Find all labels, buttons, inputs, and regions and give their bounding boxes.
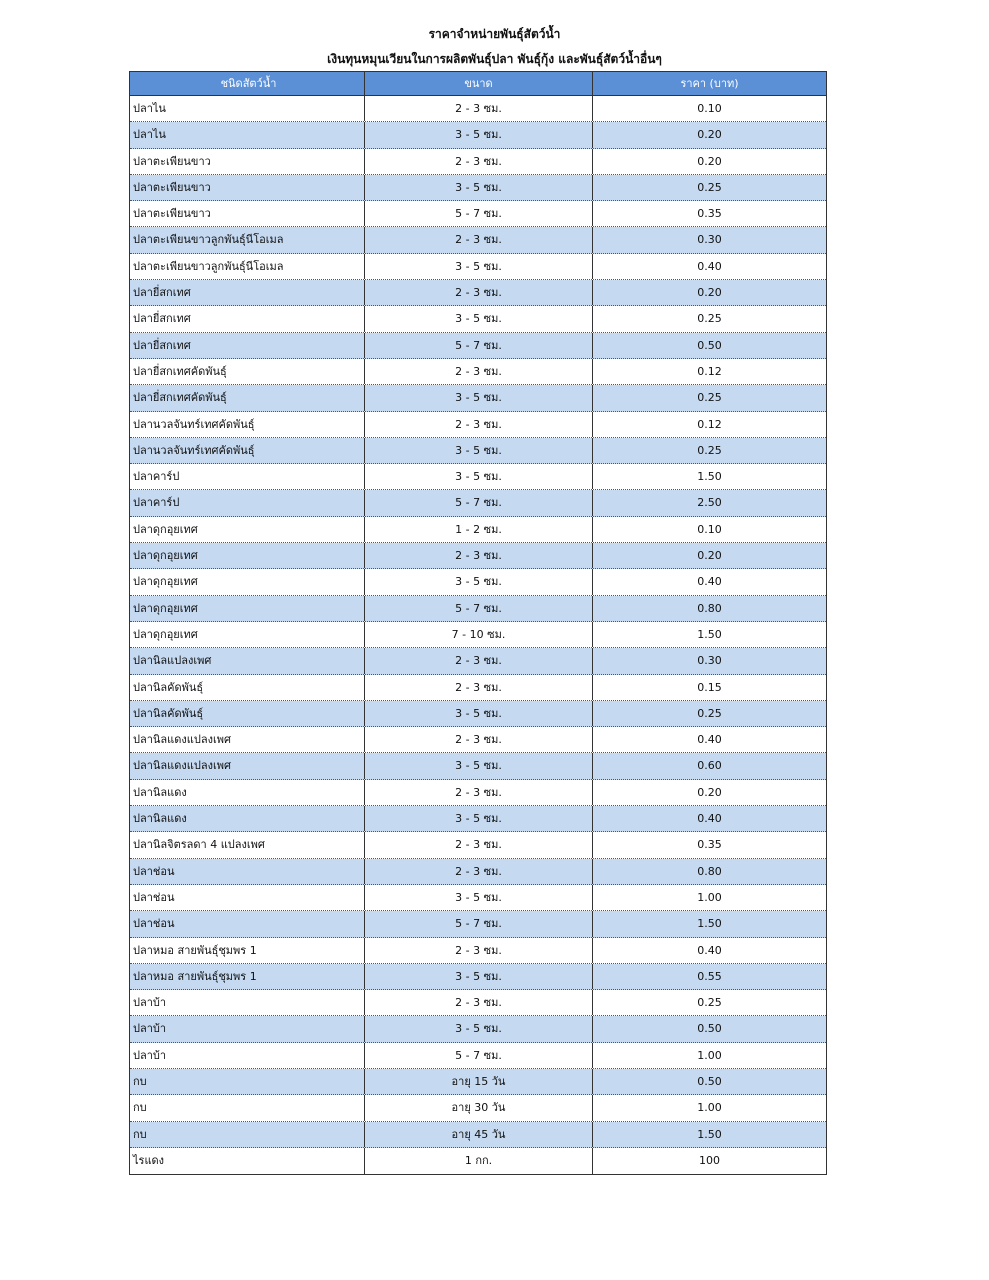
cell-price: 0.20 bbox=[697, 785, 722, 799]
table-row bbox=[130, 385, 826, 411]
table-row bbox=[130, 990, 826, 1016]
cell-species: ปลายี่สกเทศ bbox=[130, 333, 365, 358]
table-row bbox=[130, 412, 826, 438]
cell-species: ปลานิลจิตรลดา 4 แปลงเพศ bbox=[130, 832, 365, 857]
table-row bbox=[130, 569, 826, 595]
cell-size: 2 - 3 ซม. bbox=[365, 832, 593, 857]
cell-species: ปลาตะเพียนขาว bbox=[130, 175, 365, 200]
cell-species: ปลายี่สกเทศคัดพันธุ์ bbox=[130, 359, 365, 384]
cell-price: 0.20 bbox=[697, 128, 722, 142]
table-row bbox=[130, 1043, 826, 1069]
cell-species: ปลานิลแปลงเพศ bbox=[130, 648, 365, 673]
cell-price: 1.50 bbox=[697, 1127, 722, 1141]
cell-species: ปลาช่อน bbox=[130, 911, 365, 936]
table-row bbox=[130, 1095, 826, 1121]
table-row bbox=[130, 543, 826, 569]
cell-size: 3 - 5 ซม. bbox=[365, 1016, 593, 1041]
cell-size: 3 - 5 ซม. bbox=[365, 385, 593, 410]
cell-size: 3 - 5 ซม. bbox=[365, 885, 593, 910]
cell-species: ปลาดุกอุยเทศ bbox=[130, 596, 365, 621]
cell-species: ปลาช่อน bbox=[130, 859, 365, 884]
cell-species: กบ bbox=[130, 1095, 365, 1120]
table-row bbox=[130, 780, 826, 806]
table-row bbox=[130, 254, 826, 280]
table-row bbox=[130, 306, 826, 332]
cell-size: 2 - 3 ซม. bbox=[365, 359, 593, 384]
cell-price: 1.50 bbox=[697, 917, 722, 931]
cell-species: ปลาช่อน bbox=[130, 885, 365, 910]
cell-price: 0.80 bbox=[697, 601, 722, 615]
cell-size: 3 - 5 ซม. bbox=[365, 464, 593, 489]
cell-size: 2 - 3 ซม. bbox=[365, 227, 593, 252]
table-row bbox=[130, 727, 826, 753]
cell-species: กบ bbox=[130, 1122, 365, 1147]
table-row bbox=[130, 517, 826, 543]
cell-price: 0.25 bbox=[697, 391, 722, 405]
cell-size: 7 - 10 ซม. bbox=[365, 622, 593, 647]
cell-price: 0.12 bbox=[697, 364, 722, 378]
cell-species: ปลานิลคัดพันธุ์ bbox=[130, 675, 365, 700]
table-row bbox=[130, 806, 826, 832]
column-header-price: ราคา (บาท) bbox=[680, 77, 739, 90]
column-header-size: ขนาด bbox=[365, 72, 593, 95]
cell-species: ปลายี่สกเทศ bbox=[130, 306, 365, 331]
cell-species: ปลาตะเพียนขาว bbox=[130, 149, 365, 174]
cell-price: 1.00 bbox=[697, 890, 722, 904]
cell-species: ปลาตะเพียนขาว bbox=[130, 201, 365, 226]
cell-price: 0.20 bbox=[697, 154, 722, 168]
table-row bbox=[130, 227, 826, 253]
cell-species: ปลานิลแดง bbox=[130, 806, 365, 831]
cell-price: 0.40 bbox=[697, 259, 722, 273]
cell-species: ปลาหมอ สายพันธุ์ชุมพร 1 bbox=[130, 964, 365, 989]
cell-size: 2 - 3 ซม. bbox=[365, 648, 593, 673]
cell-size: 2 - 3 ซม. bbox=[365, 675, 593, 700]
cell-species: ปลาบ้า bbox=[130, 1016, 365, 1041]
cell-size: 2 - 3 ซม. bbox=[365, 727, 593, 752]
cell-size: 2 - 3 ซม. bbox=[365, 990, 593, 1015]
cell-species: ปลาคาร์ป bbox=[130, 464, 365, 489]
cell-species: ปลานิลคัดพันธุ์ bbox=[130, 701, 365, 726]
column-header-species: ชนิดสัตว์น้ำ bbox=[130, 72, 365, 95]
cell-size: 3 - 5 ซม. bbox=[365, 806, 593, 831]
cell-price: 2.50 bbox=[697, 496, 722, 510]
cell-price: 0.20 bbox=[697, 286, 722, 300]
cell-species: ปลาไน bbox=[130, 96, 365, 121]
cell-price: 1.50 bbox=[697, 627, 722, 641]
cell-species: ปลายี่สกเทศคัดพันธุ์ bbox=[130, 385, 365, 410]
table-row bbox=[130, 464, 826, 490]
cell-price: 0.25 bbox=[697, 706, 722, 720]
cell-size: 2 - 3 ซม. bbox=[365, 780, 593, 805]
cell-size: 3 - 5 ซม. bbox=[365, 254, 593, 279]
cell-price: 0.25 bbox=[697, 996, 722, 1010]
cell-size: 3 - 5 ซม. bbox=[365, 701, 593, 726]
cell-size: 2 - 3 ซม. bbox=[365, 859, 593, 884]
cell-price: 0.40 bbox=[697, 943, 722, 957]
price-table bbox=[129, 71, 827, 1175]
cell-species: ปลาดุกอุยเทศ bbox=[130, 622, 365, 647]
cell-species: ไรแดง bbox=[130, 1148, 365, 1174]
cell-species: ปลาบ้า bbox=[130, 990, 365, 1015]
cell-species: ปลาดุกอุยเทศ bbox=[130, 543, 365, 568]
cell-price: 0.40 bbox=[697, 812, 722, 826]
table-row bbox=[130, 622, 826, 648]
table-row bbox=[130, 122, 826, 148]
cell-species: ปลาตะเพียนขาวลูกพันธุ์นีโอเมล bbox=[130, 227, 365, 252]
table-row bbox=[130, 1016, 826, 1042]
table-row bbox=[130, 175, 826, 201]
cell-species: ปลานิลแดง bbox=[130, 780, 365, 805]
table-row bbox=[130, 1148, 826, 1174]
table-row bbox=[130, 911, 826, 937]
cell-size: อายุ 15 วัน bbox=[365, 1069, 593, 1094]
cell-size: 3 - 5 ซม. bbox=[365, 569, 593, 594]
cell-species: ปลาบ้า bbox=[130, 1043, 365, 1068]
cell-size: 2 - 3 ซม. bbox=[365, 96, 593, 121]
page-subtitle: เงินทุนหมุนเวียนในการผลิตพันธุ์ปลา พันธุ์กุ้ง และพันธุ์สัตว์น้ำอื่นๆ bbox=[327, 52, 662, 66]
cell-price: 100 bbox=[699, 1153, 720, 1167]
table-row bbox=[130, 280, 826, 306]
cell-price: 0.25 bbox=[697, 180, 722, 194]
cell-species: กบ bbox=[130, 1069, 365, 1094]
cell-size: 2 - 3 ซม. bbox=[365, 149, 593, 174]
cell-size: 5 - 7 ซม. bbox=[365, 201, 593, 226]
cell-price: 0.50 bbox=[697, 338, 722, 352]
table-row bbox=[130, 438, 826, 464]
table-row bbox=[130, 832, 826, 858]
cell-species: ปลายี่สกเทศ bbox=[130, 280, 365, 305]
cell-species: ปลาไน bbox=[130, 122, 365, 147]
cell-size: 5 - 7 ซม. bbox=[365, 596, 593, 621]
table-header-row bbox=[130, 72, 826, 96]
cell-size: 5 - 7 ซม. bbox=[365, 1043, 593, 1068]
cell-price: 0.40 bbox=[697, 733, 722, 747]
cell-size: 3 - 5 ซม. bbox=[365, 964, 593, 989]
cell-size: อายุ 45 วัน bbox=[365, 1122, 593, 1147]
cell-price: 0.10 bbox=[697, 522, 722, 536]
table-row bbox=[130, 359, 826, 385]
cell-size: อายุ 30 วัน bbox=[365, 1095, 593, 1120]
cell-size: 3 - 5 ซม. bbox=[365, 753, 593, 778]
cell-price: 0.40 bbox=[697, 575, 722, 589]
cell-size: 3 - 5 ซม. bbox=[365, 306, 593, 331]
cell-size: 5 - 7 ซม. bbox=[365, 490, 593, 515]
cell-price: 0.50 bbox=[697, 1022, 722, 1036]
cell-species: ปลาดุกอุยเทศ bbox=[130, 517, 365, 542]
cell-price: 0.50 bbox=[697, 1074, 722, 1088]
cell-species: ปลานวลจันทร์เทศคัดพันธุ์ bbox=[130, 412, 365, 437]
table-row bbox=[130, 675, 826, 701]
cell-price: 0.20 bbox=[697, 549, 722, 563]
cell-species: ปลานวลจันทร์เทศคัดพันธุ์ bbox=[130, 438, 365, 463]
cell-price: 1.00 bbox=[697, 1048, 722, 1062]
cell-size: 5 - 7 ซม. bbox=[365, 911, 593, 936]
table-row bbox=[130, 149, 826, 175]
table-row bbox=[130, 701, 826, 727]
table-row bbox=[130, 201, 826, 227]
cell-size: 5 - 7 ซม. bbox=[365, 333, 593, 358]
page-title: ราคาจำหน่ายพันธุ์สัตว์น้ำ bbox=[428, 27, 561, 41]
cell-price: 0.12 bbox=[697, 417, 722, 431]
cell-price: 0.60 bbox=[697, 759, 722, 773]
cell-price: 0.25 bbox=[697, 312, 722, 326]
table-row bbox=[130, 96, 826, 122]
cell-size: 1 - 2 ซม. bbox=[365, 517, 593, 542]
cell-size: 3 - 5 ซม. bbox=[365, 438, 593, 463]
cell-price: 0.30 bbox=[697, 654, 722, 668]
table-row bbox=[130, 885, 826, 911]
table-row bbox=[130, 938, 826, 964]
table-row bbox=[130, 964, 826, 990]
cell-species: ปลานิลแดงแปลงเพศ bbox=[130, 727, 365, 752]
cell-species: ปลาตะเพียนขาวลูกพันธุ์นีโอเมล bbox=[130, 254, 365, 279]
table-row bbox=[130, 490, 826, 516]
table-row bbox=[130, 648, 826, 674]
cell-species: ปลานิลแดงแปลงเพศ bbox=[130, 753, 365, 778]
cell-price: 0.55 bbox=[697, 969, 722, 983]
cell-species: ปลาดุกอุยเทศ bbox=[130, 569, 365, 594]
cell-size: 1 กก. bbox=[365, 1148, 593, 1174]
cell-price: 0.25 bbox=[697, 443, 722, 457]
cell-price: 0.80 bbox=[697, 864, 722, 878]
table-row bbox=[130, 1122, 826, 1148]
cell-price: 0.35 bbox=[697, 838, 722, 852]
cell-price: 0.10 bbox=[697, 102, 722, 115]
cell-species: ปลาหมอ สายพันธุ์ชุมพร 1 bbox=[130, 938, 365, 963]
table-row bbox=[130, 1069, 826, 1095]
cell-price: 0.15 bbox=[697, 680, 722, 694]
table-row bbox=[130, 333, 826, 359]
cell-size: 3 - 5 ซม. bbox=[365, 175, 593, 200]
table-row bbox=[130, 596, 826, 622]
cell-size: 2 - 3 ซม. bbox=[365, 412, 593, 437]
cell-species: ปลาคาร์ป bbox=[130, 490, 365, 515]
table-row bbox=[130, 753, 826, 779]
cell-price: 0.30 bbox=[697, 233, 722, 247]
table-row bbox=[130, 859, 826, 885]
cell-size: 2 - 3 ซม. bbox=[365, 280, 593, 305]
cell-size: 2 - 3 ซม. bbox=[365, 938, 593, 963]
cell-price: 0.35 bbox=[697, 207, 722, 221]
cell-price: 1.50 bbox=[697, 470, 722, 484]
cell-price: 1.00 bbox=[697, 1101, 722, 1115]
cell-size: 2 - 3 ซม. bbox=[365, 543, 593, 568]
cell-size: 3 - 5 ซม. bbox=[365, 122, 593, 147]
